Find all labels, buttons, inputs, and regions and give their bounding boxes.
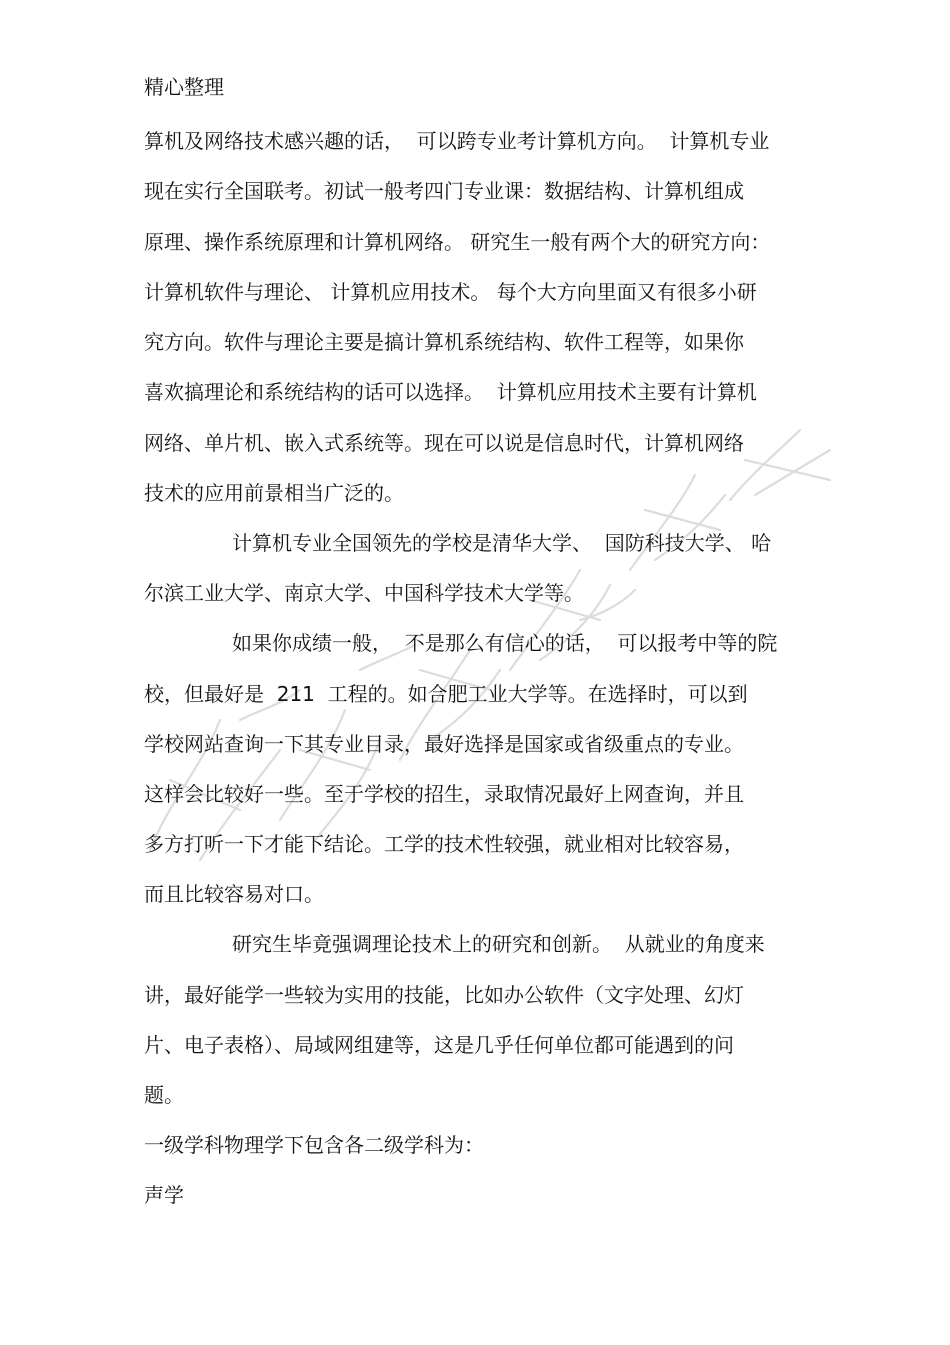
body-line: 学校网站查询一下其专业目录，最好选择是国家或省级重点的专业。 — [144, 732, 744, 756]
body-line: 讲，最好能学一些较为实用的技能，比如办公软件（文字处理、幻灯 — [144, 983, 744, 1007]
body-line: 原理、操作系统原理和计算机网络。 研究生一般有两个大的研究方向： — [144, 230, 771, 254]
body-line: 如果你成绩一般， 不是那么有信心的话， 可以报考中等的院 — [232, 631, 778, 655]
body-line: 声学 — [144, 1183, 184, 1207]
body-line: 喜欢搞理论和系统结构的话可以选择。 计算机应用技术主要有计算机 — [144, 380, 757, 404]
body-line: 而且比较容易对口。 — [144, 882, 324, 906]
body-line: 这样会比较好一些。至于学校的招生，录取情况最好上网查询，并且 — [144, 782, 744, 806]
body-line: 研究生毕竟强调理论技术上的研究和创新。 从就业的角度来 — [232, 932, 765, 956]
body-line: 一级学科物理学下包含各二级学科为： — [144, 1133, 484, 1157]
body-line: 计算机专业全国领先的学校是清华大学、 国防科技大学、 哈 — [232, 531, 772, 555]
body-line: 技术的应用前景相当广泛的。 — [144, 481, 404, 505]
body-line: 究方向。软件与理论主要是搞计算机系统结构、软件工程等，如果你 — [144, 330, 744, 354]
body-line: 尔滨工业大学、南京大学、中国科学技术大学等。 — [144, 581, 584, 605]
body-line: 计算机软件与理论、 计算机应用技术。 每个大方向里面又有很多小研 — [144, 280, 757, 304]
body-line: 算机及网络技术感兴趣的话， 可以跨专业考计算机方向。 计算机专业 — [144, 129, 770, 153]
page-header: 精心整理 — [144, 75, 224, 99]
body-line: 现在实行全国联考。初试一般考四门专业课：数据结构、计算机组成 — [144, 179, 744, 203]
body-line: 网络、单片机、嵌入式系统等。现在可以说是信息时代，计算机网络 — [144, 431, 744, 455]
body-line: 题。 — [144, 1083, 184, 1107]
body-line: 多方打听一下才能下结论。工学的技术性较强，就业相对比较容易， — [144, 832, 744, 856]
body-line: 校，但最好是 211 工程的。如合肥工业大学等。在选择时，可以到 — [144, 682, 748, 706]
body-line: 片、电子表格）、局域网组建等，这是几乎任何单位都可能遇到的问 — [144, 1033, 734, 1057]
